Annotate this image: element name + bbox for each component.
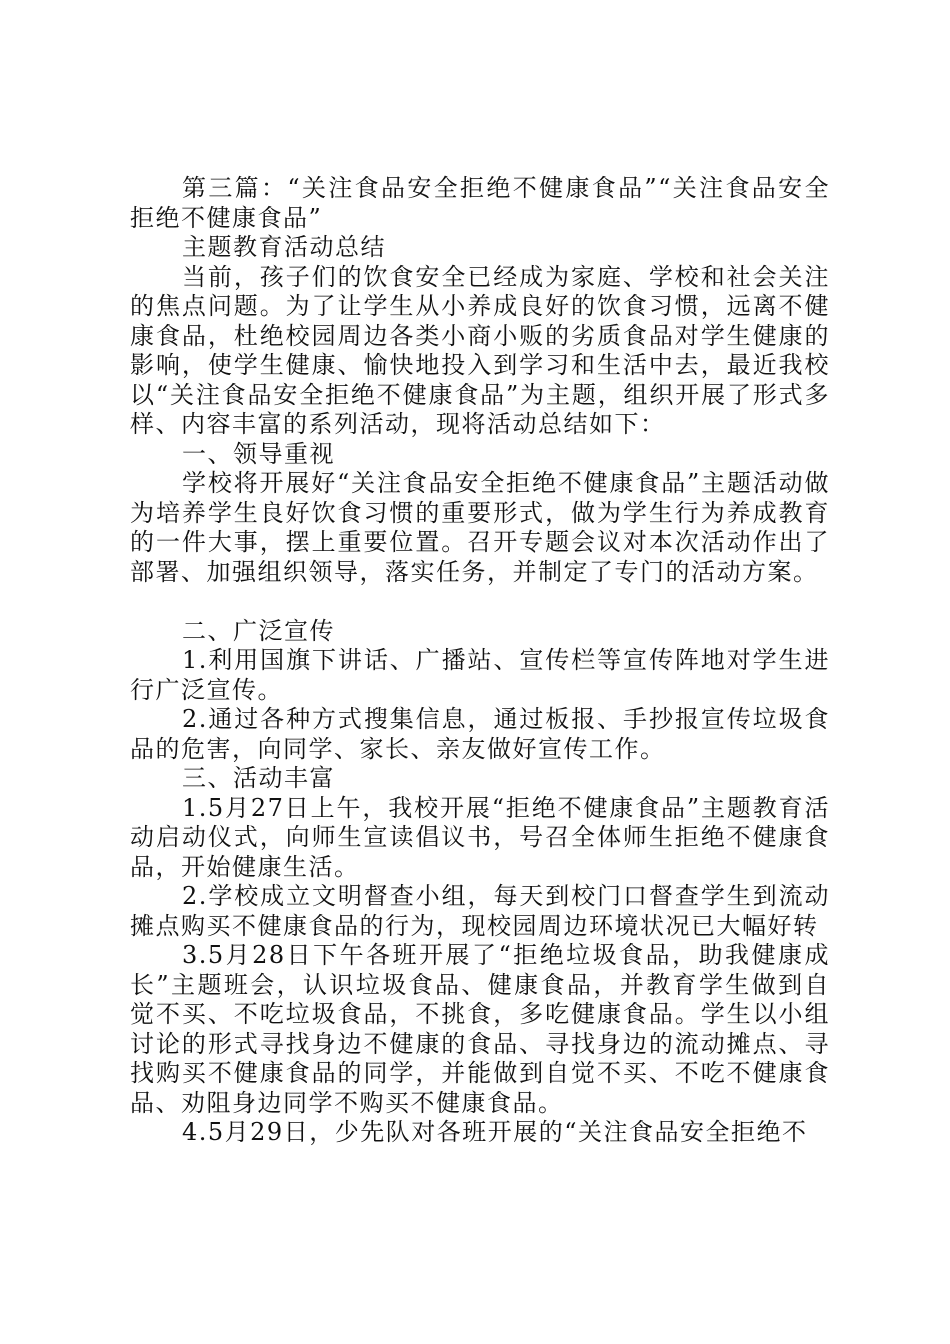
document-body — [130, 174, 830, 1148]
paragraph-spacer — [130, 587, 830, 617]
leadership-paragraph: 学校将开展好“关注食品安全拒绝不健康食品”主题活动做为培养学生良好饮食习惯的重要形式，做为学生行为养成教育的一件大事，摆上重要位置。召开专题会议对本次活动作出了部署、加强组织领导，落实任务，并制定了专门的活动方案。 — [130, 469, 830, 586]
intro-paragraph: 当前，孩子们的饮食安全已经成为家庭、学校和社会关注的焦点问题。为了让学生从小养成良好的饮食习惯，远离不健康食品，杜绝校园周边各类小商小贩的劣质食品对学生健康的影响，使学生健康、愉快地投入到学习和生活中去，最近我校以“关注食品安全拒绝不健康食品”为主题，组织开展了形式多样、内容丰富的系列活动，现将活动总结如下： — [130, 262, 830, 438]
heading-activities: 三、活动丰富 — [182, 764, 335, 792]
publicity-item-2: 2.通过各种方式搜集信息，通过板报、手抄报宣传垃圾食品的危害，向同学、家长、亲友做好宣传工作。 — [130, 705, 830, 763]
publicity-item-1: 1.利用国旗下讲话、广播站、宣传栏等宣传阵地对学生进行广泛宣传。 — [130, 646, 830, 704]
section-subtitle: 主题教育活动总结 — [182, 233, 386, 261]
activity-item-3: 3.5月28日下午各班开展了“拒绝垃圾食品，助我健康成长”主题班会，认识垃圾食品、健康食品，并教育学生做到自觉不买、不吃垃圾食品，不挑食，多吃健康食品。学生以小组讨论的形式寻找身边不健康的食品、寻找身边的流动摊点、寻找购买不健康食品的同学，并能做到自觉不买、不吃不健康食品、劝阻身边同学不购买不健康食品。 — [130, 941, 830, 1117]
activity-item-2: 2.学校成立文明督查小组，每天到校门口督查学生到流动摊点购买不健康食品的行为，现校园周边环境状况已大幅好转 — [130, 882, 830, 940]
heading-leadership: 一、领导重视 — [182, 439, 335, 468]
heading-publicity: 二、广泛宣传 — [182, 616, 335, 645]
activity-item-4: 4.5月29日，少先队对各班开展的“关注食品安全拒绝不 — [182, 1118, 808, 1146]
section-title: 第三篇：“关注食品安全拒绝不健康食品”“关注食品安全拒绝不健康食品” — [130, 174, 830, 232]
activity-item-1: 1.5月27日上午，我校开展“拒绝不健康食品”主题教育活动启动仪式，向师生宣读倡议书，号召全体师生拒绝不健康食品，开始健康生活。 — [130, 793, 830, 881]
